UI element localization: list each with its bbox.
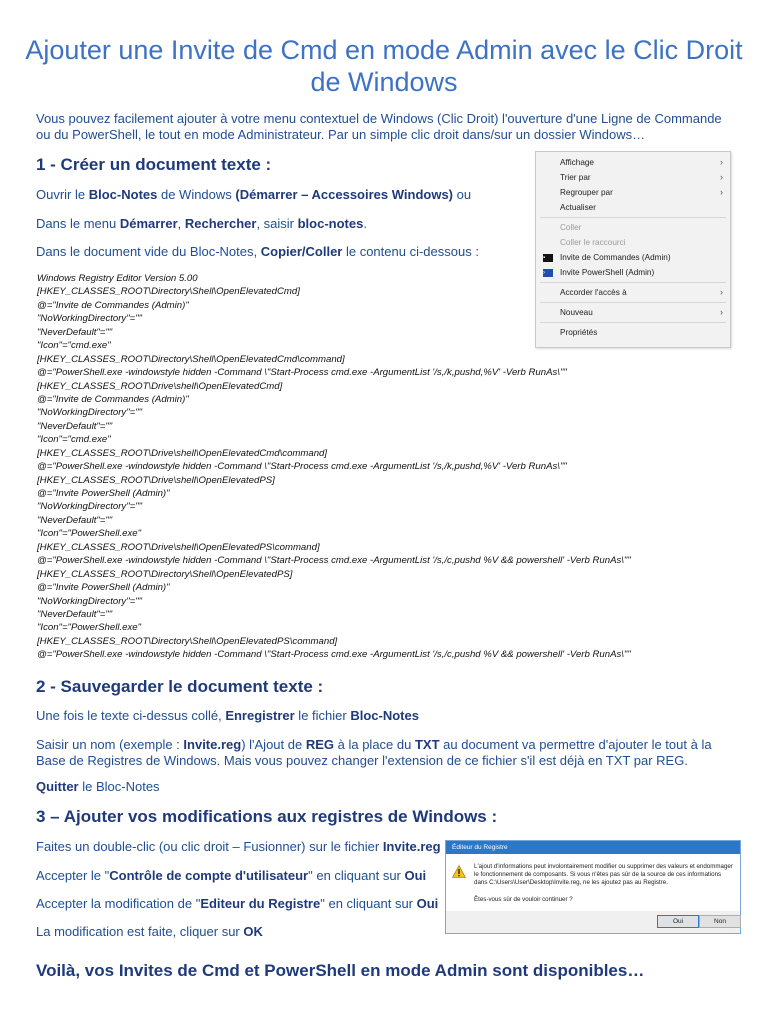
dialog-message: L'ajout d'informations peut involontairement modifier ou supprimer des valeurs et endommager le fonctionnement de composants. Si vous n'êtes pas sûr de la source de ces informations dans C:\Users\User\Desktop\Invite.reg, ne les ajoutez pas au Registre. [474,863,733,886]
menu-item-label: Invite de Commandes (Admin) [560,253,671,262]
registry-line: @="Invite de Commandes (Admin)" [37,393,189,405]
menu-separator [540,217,726,218]
bold-text: REG [305,737,335,752]
menu-item [536,220,730,235]
registry-line: "NoWorkingDirectory"="" [37,313,143,325]
bold-text: Copier/Coller [260,244,343,259]
registry-line: [HKEY_CLASSES_ROOT\Drive\shell\OpenElevatedCmd\command] [37,447,328,459]
text-run: ) l'Ajout de [241,737,306,752]
dialog-title: Éditeur du Registre [446,841,740,854]
bold-text: Enregistrer [225,708,295,723]
registry-line: @="Invite PowerShell (Admin)" [37,488,170,499]
warning-icon [452,865,466,880]
text-run: à la place du [334,737,415,752]
bold-text: OK [243,924,263,939]
registry-line: [HKEY_CLASSES_ROOT\Drive\shell\OpenElevatedPS\command] [37,541,320,553]
bold-text: Contrôle de compte d'utilisateur [109,868,309,883]
text-run: , [177,216,185,231]
chevron-right-icon: › [720,287,723,297]
conclusion-heading: Voilà, vos Invites de Cmd et PowerShell en mode Admin sont disponibles… [36,961,645,980]
bold-text: Editeur du Registre [200,896,321,911]
menu-item[interactable] [536,325,730,340]
registry-line: [HKEY_CLASSES_ROOT\Directory\Shell\OpenElevatedPS] [37,568,293,580]
section-2-heading: 2 - Sauvegarder le document texte : [36,677,324,696]
page-title: Ajouter une Invite de Cmd en mode Admin avec le Clic Droit de Windows [25,35,743,97]
section-1-heading: 1 - Créer un document texte : [36,155,272,174]
section-1-paragraph-3 [36,244,479,260]
bold-text: Invite.reg [183,737,242,752]
chevron-right-icon: › [720,157,723,167]
text-run: Une fois le texte ci-dessus collé, [36,708,226,723]
bold-text: Bloc-Notes [88,187,158,202]
menu-item-label: Regrouper par [560,188,613,197]
menu-item-label: Nouveau [560,308,593,317]
text-run: Accepter le " [36,868,110,883]
text-run: le fichier [294,708,351,723]
section-3-paragraph-1 [36,839,441,855]
registry-line: "Icon"="PowerShell.exe" [37,622,142,634]
menu-item[interactable] [536,170,730,185]
text-run: Dans le menu [36,216,120,231]
menu-separator [540,322,726,323]
text-run: le Bloc-Notes [78,779,160,794]
text-run: ou [453,187,472,202]
menu-item[interactable] [536,155,730,170]
menu-item-label: Affichage [560,158,594,167]
section-1-paragraph-2 [36,216,367,232]
text-run: " en cliquant sur [308,868,405,883]
registry-line: "NeverDefault"="" [37,514,113,526]
text-run: Ouvrir le [36,187,89,202]
registry-line: "NoWorkingDirectory"="" [37,595,143,607]
cmd-icon: ▪ [543,254,553,262]
registry-line: "NoWorkingDirectory"="" [37,407,143,419]
registry-line: [HKEY_CLASSES_ROOT\Drive\shell\OpenElevatedPS] [37,474,275,486]
bold-text: Bloc-Notes [350,708,419,723]
section-2-paragraph-1 [36,708,419,724]
menu-item-label: Trier par [560,173,591,182]
chevron-right-icon: › [720,187,723,197]
bold-text: Invite.reg [382,839,441,854]
registry-line: @="PowerShell.exe -windowstyle hidden -Command \"Start-Process cmd.exe -ArgumentList '/s,/c,pushd %V && powershell' -Verb RunAs\"" [37,649,631,661]
bold-text: Démarrer [119,216,178,231]
section-3-paragraph-4 [36,924,263,940]
registry-editor-dialog [445,840,741,934]
text-run: Dans le document vide du Bloc-Notes, [36,244,261,259]
registry-line: @="PowerShell.exe -windowstyle hidden -Command \"Start-Process cmd.exe -ArgumentList '/s,/k,pushd,%V' -Verb RunAs\"" [37,367,567,379]
section-2-paragraph-3 [36,779,160,795]
registry-line: "Icon"="PowerShell.exe" [37,528,142,540]
registry-line: [HKEY_CLASSES_ROOT\Directory\Shell\OpenElevatedCmd] [37,286,300,298]
menu-item-label: Accorder l'accès à [560,288,627,297]
section-3-heading: 3 – Ajouter vos modifications aux registres de Windows : [36,807,498,826]
registry-line: @="Invite de Commandes (Admin)" [37,299,189,311]
bold-text: TXT [414,737,440,752]
dialog-question: Êtes-vous sûr de vouloir continuer ? [474,896,573,903]
menu-item-label: Propriétés [560,328,598,337]
text-run: Faites un double-clic (ou clic droit – Fusionner) sur le fichier [36,839,383,854]
registry-line: @="PowerShell.exe -windowstyle hidden -Command \"Start-Process cmd.exe -ArgumentList '/s,/c,pushd %V && powershell' -Verb RunAs\"" [37,555,631,567]
registry-line: "NoWorkingDirectory"="" [37,501,143,513]
bold-text: (Démarrer – Accessoires Windows) [235,187,454,202]
section-3-paragraph-2 [36,868,426,884]
text-run: Accepter la modification de " [36,896,201,911]
registry-line: Windows Registry Editor Version 5.00 [37,273,198,284]
registry-line: [HKEY_CLASSES_ROOT\Drive\shell\OpenElevatedCmd] [37,380,283,392]
dialog-footer [446,911,740,933]
text-run: de Windows [157,187,236,202]
registry-line: @="PowerShell.exe -windowstyle hidden -Command \"Start-Process cmd.exe -ArgumentList '/s,/k,pushd,%V' -Verb RunAs\"" [37,461,567,473]
no-button[interactable]: Non [699,915,741,928]
menu-item-label: Coller [560,223,582,232]
yes-button[interactable]: Oui [657,915,699,928]
registry-line: "NeverDefault"="" [37,608,113,620]
menu-item-label: Actualiser [560,203,596,212]
menu-item[interactable] [536,185,730,200]
intro-paragraph: Vous pouvez facilement ajouter à votre menu contextuel de Windows (Clic Droit) l'ouverture d'une Ligne de Commande ou du PowerShell, le tout en mode Administrateur. Par un simple clic droit dans/sur un dossier Windows… [36,111,722,142]
section-3-paragraph-3 [36,896,438,912]
registry-line: "NeverDefault"="" [37,326,113,338]
registry-line: [HKEY_CLASSES_ROOT\Directory\Shell\OpenElevatedPS\command] [37,635,338,647]
menu-item[interactable] [536,305,730,320]
menu-separator [540,282,726,283]
bold-text: Oui [404,868,427,883]
registry-line: "NeverDefault"="" [37,420,113,432]
text-run: le contenu ci-dessous : [342,244,479,259]
bold-text: Rechercher [184,216,257,231]
menu-item-label: Invite PowerShell (Admin) [560,268,655,277]
menu-item[interactable] [536,285,730,300]
text-run: , saisir [256,216,298,231]
text-run: . [363,216,367,231]
chevron-right-icon: › [720,307,723,317]
menu-item[interactable] [536,265,730,280]
text-run: " en cliquant sur [320,896,417,911]
powershell-icon: › [543,269,553,277]
text-run: Saisir un nom (exemple : [36,737,184,752]
registry-line: @="Invite PowerShell (Admin)" [37,582,170,594]
section-1-paragraph-1 [36,187,471,203]
bold-text: bloc-notes [297,216,364,231]
menu-item-label: Coller le raccourci [560,238,626,247]
registry-line: "Icon"="cmd.exe" [37,434,111,446]
menu-item[interactable] [536,250,730,265]
text-run: La modification est faite, cliquer sur [36,924,244,939]
bold-text: Quitter [36,779,79,794]
menu-separator [540,302,726,303]
menu-item[interactable] [536,200,730,215]
registry-line: [HKEY_CLASSES_ROOT\Directory\Shell\OpenElevatedCmd\command] [37,353,345,365]
text-run: au document va permettre d'ajouter le tout à la Base de Registres de Windows. Mais vous pouvez changer l'extension de ce fichier s'il est déjà en TXT par REG. [36,737,712,768]
registry-line: "Icon"="cmd.exe" [37,340,111,352]
bold-text: Oui [416,896,439,911]
chevron-right-icon: › [720,172,723,182]
section-2-paragraph-2 [36,737,736,769]
menu-item [536,235,730,250]
context-menu [535,151,731,348]
